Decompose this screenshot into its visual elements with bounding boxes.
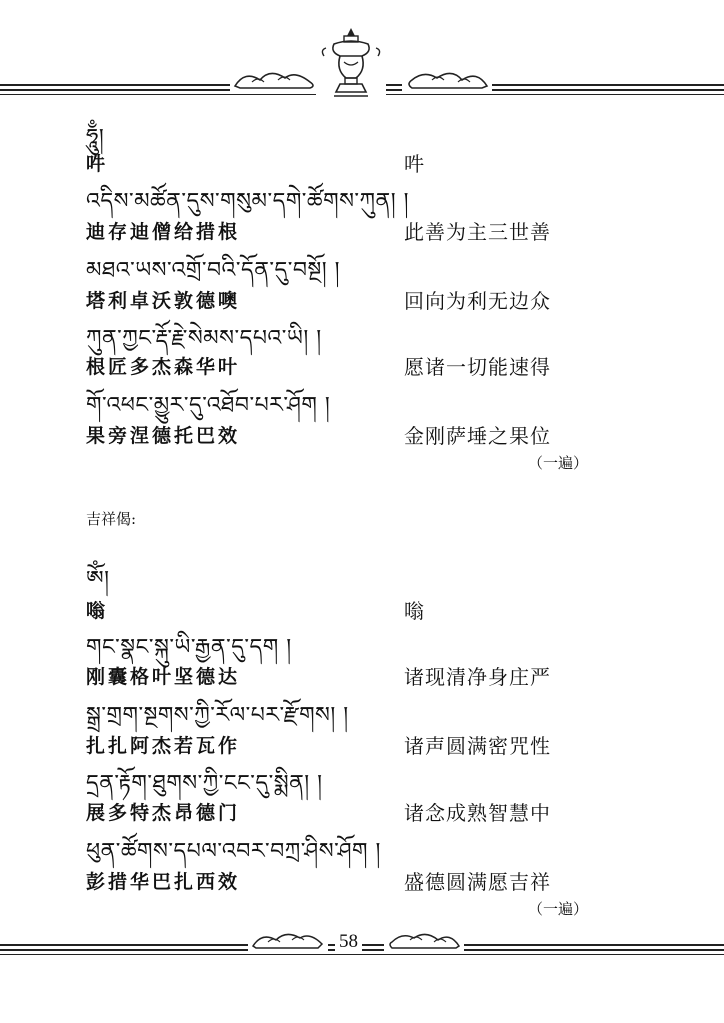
verse-line-chinese: 愿诸一切能速得 (404, 355, 551, 379)
verse-line-tibetan: གང་སྣང་སྐུ་ཡི་རྒྱན་དུ་དག ། (86, 635, 292, 660)
verse-line-tibetan: གོ་འཕང་མྱུར་དུ་འཐོབ་པར་ཤོག ། (86, 393, 331, 418)
seed-syllable-tibetan: ཨོཾ། (86, 567, 110, 592)
verse-line-chinese: 诸现清净身庄严 (404, 665, 551, 689)
verse-line-tibetan: ཀུན་ཀྱང་རྡོ་རྗེ་སེམས་དཔའ་ཡི། ། (86, 326, 322, 351)
verse-line-chinese: 盛德圆满愿吉祥 (404, 870, 551, 894)
page-number: 58 (335, 931, 362, 953)
section-heading: 吉祥偈: (86, 510, 137, 528)
verse-line-transliteration: 扎扎阿杰若瓦作 (86, 735, 241, 757)
right-cloud-ornament-bottom (384, 928, 464, 952)
treasure-vase-icon (316, 26, 386, 102)
verse-line-transliteration: 展多特杰昂德门 (86, 802, 241, 824)
seed-syllable-transliteration: 嗡 (86, 600, 109, 622)
verse-line-chinese: 金刚萨埵之果位 (404, 424, 551, 448)
verse-line-chinese: 此善为主三世善 (404, 220, 551, 244)
verse-line-transliteration: 果旁涅德托巴效 (86, 425, 241, 447)
verse-line-tibetan: སྒྲ་གྲག་སྔགས་ཀྱི་རོལ་པར་རྫོགས། ། (86, 703, 349, 728)
verse-line-transliteration: 刚囊格叶坚德达 (86, 666, 241, 688)
verse-line-transliteration: 根匠多杰森华叶 (86, 356, 241, 378)
verse-line-transliteration: 塔利卓沃敦德噢 (86, 290, 241, 312)
seed-syllable-tibetan: ཧཱུྃ། (86, 125, 105, 150)
verse-line-tibetan: དྲན་རྟོག་ཐུགས་ཀྱི་ངང་དུ་སྨིན། ། (86, 771, 323, 796)
seed-syllable-chinese: 吽 (404, 152, 425, 176)
left-cloud-ornament-top (230, 66, 320, 92)
verse-line-chinese: 诸声圆满密咒性 (404, 734, 551, 758)
verse-line-tibetan: འདིས་མཚོན་དུས་གསུམ་དགེ་ཚོགས་ཀུན། ། (86, 189, 409, 214)
left-cloud-ornament-bottom (248, 928, 328, 952)
seed-syllable-chinese: 嗡 (404, 599, 425, 623)
verse-line-tibetan: ཕུན་ཚོགས་དཔལ་འབར་བཀྲ་ཤིས་ཤོག ། (86, 839, 381, 864)
seed-syllable-transliteration: 吽 (86, 153, 109, 175)
repeat-note: （一遍） (528, 900, 589, 918)
verse-line-transliteration: 彭措华巴扎西效 (86, 871, 241, 893)
verse-line-chinese: 诸念成熟智慧中 (404, 801, 551, 825)
verse-line-tibetan: མཐའ་ཡས་འགྲོ་བའི་དོན་དུ་བསྔོ། ། (86, 258, 341, 283)
verse-line-transliteration: 迪存迪僧给措根 (86, 221, 241, 243)
verse-line-chinese: 回向为利无边众 (404, 289, 551, 313)
right-cloud-ornament-top (402, 66, 492, 92)
repeat-note: （一遍） (528, 454, 589, 472)
